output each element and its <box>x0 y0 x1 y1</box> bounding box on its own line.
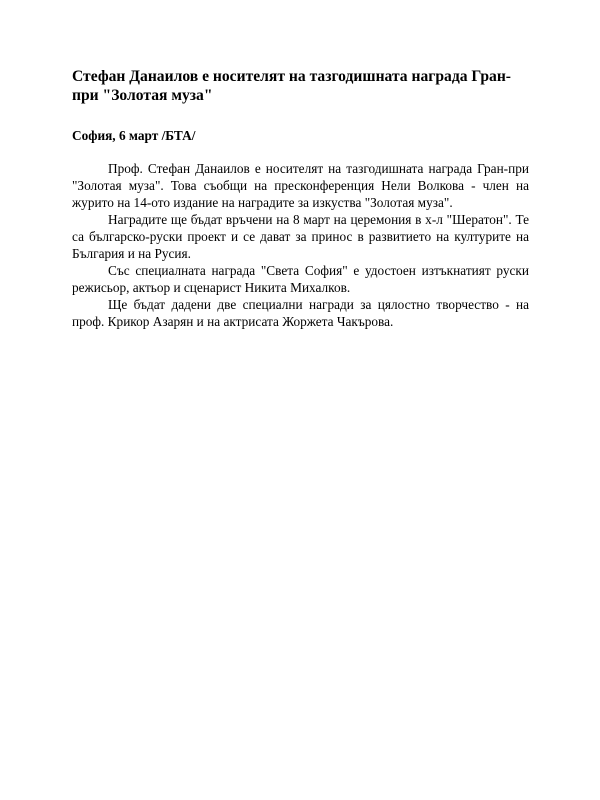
article-body <box>72 160 529 330</box>
article-paragraph: Със специалната награда "Света София" е удостоен изтъкнатият руски режисьор, актьор и сценарист Никита Михалков. <box>72 263 529 295</box>
article-paragraph: Проф. Стефан Данаилов е носителят на тазгодишната награда Гран-при "Золотая муза". Това съобщи на пресконференция Нели Волкова - член на журито на 14-ото издание на наградите за изкуства "Золотая муза". <box>72 161 529 210</box>
article-headline: Стефан Данаилов е носителят на тазгодишната награда Гран-при "Золотая муза" <box>72 68 511 104</box>
article-paragraph: Ще бъдат дадени две специални награди за цялостно творчество - на проф. Крикор Азарян и на актрисата Жоржета Чакърова. <box>72 297 529 329</box>
article-paragraph: Наградите ще бъдат връчени на 8 март на церемония в х-л "Шератон". Те са българско-руски проект и се дават за принос в развитието на културите на България и на Русия. <box>72 212 529 261</box>
article-dateline: София, 6 март /БТА/ <box>72 128 196 143</box>
